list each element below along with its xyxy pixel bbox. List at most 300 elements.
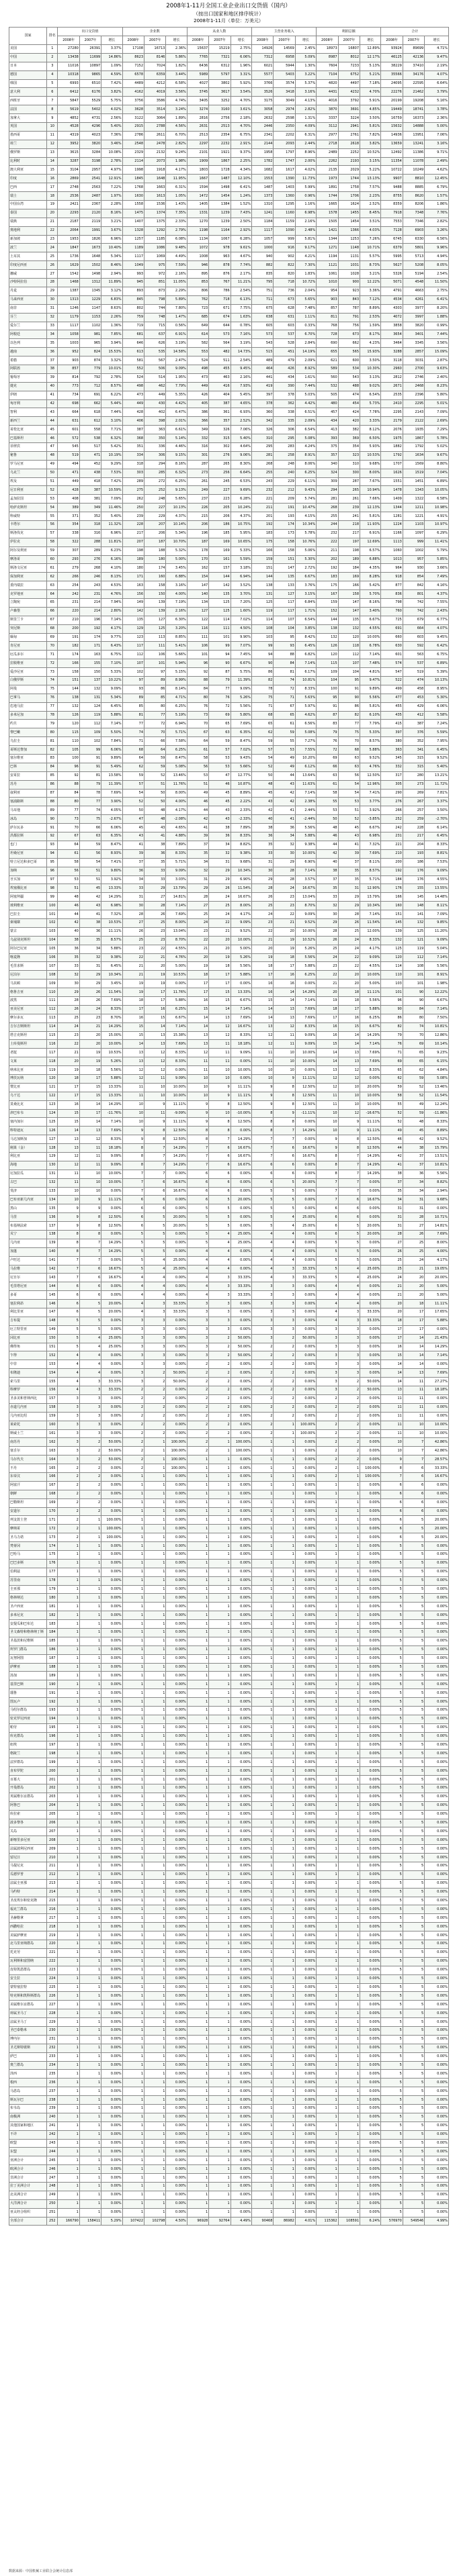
cell-value: 6.45% xyxy=(425,746,449,755)
cell-value: 222 xyxy=(317,538,338,546)
cell-value: 191 xyxy=(58,633,79,642)
table-row xyxy=(9,365,449,373)
cell-value: 8.33% xyxy=(166,1057,187,1066)
cell-value: 1 xyxy=(338,1793,360,1801)
cell-value: 1 xyxy=(79,1603,101,1611)
cell-value: 196 xyxy=(187,529,208,538)
cell-value: 5 xyxy=(403,1767,424,1776)
cell-country: 韩国 xyxy=(9,79,47,88)
table-row xyxy=(9,1161,449,1170)
cell-value: 1 xyxy=(209,1870,231,1879)
cell-value: 12 xyxy=(58,1161,79,1170)
table-row xyxy=(9,460,449,469)
cell-value: 17 xyxy=(58,1083,79,1092)
cell-value: 46 xyxy=(58,902,79,910)
cell-value: 480 xyxy=(317,399,338,408)
cell-value: 261 xyxy=(338,495,360,504)
cell-rank: 203 xyxy=(47,1793,58,1801)
cell-value: 1 xyxy=(252,1732,274,1741)
cell-value: 7604 xyxy=(317,62,338,70)
cell-value: 6.23% xyxy=(101,546,122,555)
cell-value: 10 xyxy=(317,1127,338,1135)
cell-value: 1 xyxy=(274,1905,295,1914)
cell-country: 波多黎各 xyxy=(9,1819,47,1827)
cell-value: 1 xyxy=(317,1845,338,1854)
cell-value: 506 xyxy=(144,365,166,373)
cell-value: 10.34% xyxy=(101,971,122,980)
cell-country: 布隆迪 xyxy=(9,1369,47,1378)
cell-rank: 33 xyxy=(47,322,58,330)
cell-value: 5 xyxy=(381,1620,403,1629)
cell-country: 意大利 xyxy=(9,88,47,97)
cell-value: 1 xyxy=(209,2001,231,2009)
cell-value: 1360 xyxy=(274,192,295,201)
table-row xyxy=(9,1897,449,1905)
cell-value: 11.93% xyxy=(360,520,381,529)
table-row xyxy=(9,616,449,624)
cell-value: 14.48% xyxy=(425,893,449,902)
cell-value: 2869 xyxy=(58,175,79,183)
cell-rank: 183 xyxy=(47,1620,58,1629)
cell-value: 287 xyxy=(187,460,208,469)
cell-value: 5 xyxy=(381,1568,403,1576)
cell-value: 4.46% xyxy=(166,442,187,451)
cell-value: 1 xyxy=(144,1645,166,1654)
cell-value: 0.00% xyxy=(231,1472,251,1481)
cell-value: 1 xyxy=(338,1611,360,1620)
cell-value: 712 xyxy=(79,382,101,391)
cell-value: 1 xyxy=(317,1585,338,1594)
cell-value: 0.00% xyxy=(166,1723,187,1732)
cell-value: 7.81% xyxy=(425,789,449,798)
cell-value: 1 xyxy=(58,1715,79,1723)
cell-value: 0.00% xyxy=(295,1066,316,1075)
table-row xyxy=(9,642,449,651)
cell-value: 84 xyxy=(403,1005,424,1014)
cell-value: 93 xyxy=(274,642,295,651)
cell-value: 0.00% xyxy=(425,1854,449,1862)
cell-value: 2718 xyxy=(317,140,338,148)
cell-value: 44 xyxy=(317,841,338,849)
cell-value: 1 xyxy=(209,1603,231,1611)
cell-value: 4.59% xyxy=(101,70,122,79)
cell-value: 6 xyxy=(122,1196,144,1204)
cell-value: 13241 xyxy=(403,140,424,148)
cell-value: 3 xyxy=(209,1282,231,1291)
cell-value: 1 xyxy=(252,1854,274,1862)
table-row xyxy=(9,910,449,919)
cell-value: 20199 xyxy=(381,97,403,105)
cell-value: 387 xyxy=(122,426,144,434)
cell-value: 0.00% xyxy=(166,1750,187,1758)
cell-rank: 228 xyxy=(47,2009,58,2018)
cell-value: 0.00% xyxy=(166,1325,187,1334)
cell-value: 0.00% xyxy=(360,1776,381,1784)
cell-value: 0.00% xyxy=(231,1317,251,1325)
cell-value: 4072 xyxy=(381,313,403,322)
cell-value: 1 xyxy=(187,1992,208,2001)
cell-value: 3.45% xyxy=(101,980,122,988)
cell-country: 奥兰群岛 xyxy=(9,2061,47,2070)
cell-value: 0.00% xyxy=(166,1715,187,1723)
cell-value: 6.45% xyxy=(425,832,449,841)
table-row xyxy=(9,1966,449,1974)
cell-value: 4.15% xyxy=(295,512,316,521)
cell-value: 1 xyxy=(144,1507,166,1516)
cell-rank: 52 xyxy=(47,486,58,495)
cell-value: 0.00% xyxy=(425,1680,449,1689)
cell-country: 列支敦士登 xyxy=(9,1516,47,1525)
cell-value: 0.00% xyxy=(425,2044,449,2052)
cell-value: 1 xyxy=(122,1854,144,1862)
cell-value: 0.00% xyxy=(360,1767,381,1776)
cell-value: 7.49% xyxy=(425,573,449,581)
cell-value: 227 xyxy=(144,504,166,512)
cell-value: 7.36% xyxy=(101,131,122,140)
cell-value: 16 xyxy=(252,988,274,997)
cell-country: 密克罗尼西亚 xyxy=(9,1715,47,1723)
cell-value: 7.24% xyxy=(425,720,449,728)
cell-value: 1 xyxy=(252,1923,274,1931)
cell-value: 6.58% xyxy=(166,79,187,88)
cell-value: 0.00% xyxy=(295,1300,316,1308)
cell-value: 0.00% xyxy=(101,1498,122,1507)
cell-value: 14.29% xyxy=(425,1343,449,1351)
cell-value: 3.85% xyxy=(295,624,316,633)
cell-value: 18741 xyxy=(403,105,424,114)
cell-value: 1 xyxy=(58,1948,79,1957)
cell-value: 1 xyxy=(144,1793,166,1801)
cell-value: 1 xyxy=(338,1672,360,1680)
cell-value: 751 xyxy=(252,287,274,295)
cell-value: 7.14% xyxy=(360,1040,381,1049)
cell-value: 3.92% xyxy=(101,875,122,884)
cell-rank: 11 xyxy=(47,131,58,140)
cell-value: 631 xyxy=(58,417,79,426)
cell-value: 242 xyxy=(58,590,79,599)
cell-value: 5 xyxy=(381,1663,403,1672)
cell-value: 1 xyxy=(252,1620,274,1629)
cell-value: 6.67% xyxy=(425,996,449,1005)
cell-value: 1 xyxy=(252,2044,274,2052)
cell-value: 1 xyxy=(274,1689,295,1698)
cell-value: 10 xyxy=(403,1429,424,1438)
cell-value: 1049 xyxy=(122,261,144,270)
cell-value: 342 xyxy=(252,417,274,426)
cell-value: 113 xyxy=(144,633,166,642)
cell-rank: 73 xyxy=(47,668,58,677)
cell-value: 1198 xyxy=(187,226,208,235)
cell-rank: 206 xyxy=(47,1819,58,1827)
cell-value: 15.09% xyxy=(425,348,449,356)
cell-value: 12.77% xyxy=(231,771,251,780)
cell-value: 1121 xyxy=(317,261,338,270)
cell-country: 阿塞拜疆 xyxy=(9,893,47,902)
cell-value: 1 xyxy=(317,1905,338,1914)
cell-value: 12 xyxy=(252,1040,274,1049)
cell-value: 4 xyxy=(338,1265,360,1274)
cell-value: 0.00% xyxy=(101,1620,122,1629)
cell-value: 3 xyxy=(58,1412,79,1421)
cell-value: 61 xyxy=(317,780,338,789)
cell-value: 186 xyxy=(403,858,424,867)
cell-value: 6 xyxy=(252,1170,274,1178)
cell-rank: 53 xyxy=(47,495,58,504)
cell-value: 5 xyxy=(381,1819,403,1827)
cell-value: 1958 xyxy=(252,148,274,157)
cell-value: 0.00% xyxy=(360,1568,381,1576)
cell-country: 瓦利斯和富图纳 xyxy=(9,1957,47,1966)
cell-value: 159 xyxy=(317,599,338,608)
cell-value: 0.00% xyxy=(295,1992,316,2001)
cell-value: 5.58% xyxy=(425,711,449,720)
cell-value: 16 xyxy=(122,1014,144,1022)
cell-value: 9.43% xyxy=(231,755,251,763)
cell-value: 9.09% xyxy=(166,867,187,875)
cell-value: 33.33% xyxy=(101,1378,122,1386)
cell-value: 2631 xyxy=(187,123,208,132)
cell-value: 6 xyxy=(317,1204,338,1213)
cell-value: 245 xyxy=(209,477,231,486)
cell-value: 0.00% xyxy=(295,1914,316,1923)
cell-value: 5 xyxy=(403,1793,424,1801)
cell-country: 巴巴多斯 xyxy=(9,1559,47,1568)
cell-value: 29 xyxy=(209,875,231,884)
cell-value: 1744 xyxy=(317,192,338,201)
cell-value: 1 xyxy=(209,1663,231,1672)
cell-country: 乌拉圭 xyxy=(9,737,47,746)
cell-value: 0.00% xyxy=(101,1870,122,1879)
cell-value: 2 xyxy=(274,1386,295,1395)
cell-value: 95 xyxy=(317,694,338,702)
cell-value: 1 xyxy=(187,1594,208,1603)
cell-value: 457 xyxy=(317,408,338,417)
cell-value: 1 xyxy=(79,1620,101,1629)
cell-value: 1.47% xyxy=(166,313,187,322)
header-country: 国家 xyxy=(9,28,47,45)
cell-value: 1 xyxy=(209,1845,231,1854)
cell-value: 5 xyxy=(209,1204,231,1213)
cell-value: 1 xyxy=(209,1914,231,1923)
cell-value: 258 xyxy=(274,451,295,460)
cell-value: 1 xyxy=(317,1966,338,1974)
cell-value: 5.32% xyxy=(166,546,187,555)
cell-value: 4852 xyxy=(58,114,79,123)
cell-value: 1 xyxy=(122,2009,144,2018)
cell-value: 3 xyxy=(209,1300,231,1308)
cell-value: 1147 xyxy=(79,304,101,313)
cell-value: 3118 xyxy=(381,356,403,365)
cell-rank: 118 xyxy=(47,1057,58,1066)
table-row xyxy=(9,720,449,728)
cell-value: 138 xyxy=(252,581,274,590)
cell-value: 69 xyxy=(381,1057,403,1066)
cell-value: 0.00% xyxy=(360,1611,381,1620)
cell-value: 10318 xyxy=(58,70,79,79)
cell-value: 62 xyxy=(403,1066,424,1075)
cell-country: 科威特 xyxy=(9,512,47,521)
cell-value: 6.90% xyxy=(231,875,251,884)
cell-value: 2.82% xyxy=(166,140,187,148)
cell-value: 0.00% xyxy=(360,1403,381,1412)
cell-value: 1 xyxy=(274,1879,295,1888)
cell-value: 1918 xyxy=(144,166,166,175)
cell-value: 1117 xyxy=(252,226,274,235)
cell-value: 0.00% xyxy=(101,1231,122,1239)
cell-value: 1 xyxy=(317,1940,338,1949)
table-row xyxy=(9,1801,449,1810)
cell-value: 276 xyxy=(79,555,101,564)
cell-value: 6 xyxy=(252,1178,274,1187)
cell-value: 0.00% xyxy=(295,2070,316,2079)
cell-value: 2761 xyxy=(338,131,360,140)
cell-value: 14936 xyxy=(381,131,403,140)
cell-value: 139 xyxy=(144,599,166,608)
cell-value: 102 xyxy=(79,737,101,746)
cell-value: 43 xyxy=(274,780,295,789)
header-sub: 2008年 xyxy=(317,36,338,45)
cell-rank: 177 xyxy=(47,1568,58,1576)
cell-rank: 119 xyxy=(47,1066,58,1075)
cell-value: 5 xyxy=(58,1317,79,1325)
cell-value: 40 xyxy=(317,858,338,867)
cell-value: 112 xyxy=(338,651,360,659)
cell-country: 斐济 xyxy=(9,1187,47,1196)
cell-value: 41 xyxy=(187,824,208,832)
cell-value: 1 xyxy=(144,1438,166,1447)
cell-value: 25.00% xyxy=(166,1265,187,1274)
header-sub: 2007年 xyxy=(144,36,166,45)
cell-value: 4.76% xyxy=(360,763,381,771)
cell-value: 285 xyxy=(144,469,166,477)
cell-value: 4 xyxy=(187,1291,208,1300)
cell-value: 517 xyxy=(79,442,101,451)
cell-value: 6.30% xyxy=(166,616,187,624)
cell-value: 10.34% xyxy=(360,902,381,910)
cell-value: 100.00% xyxy=(231,1438,251,1447)
cell-value: 7.14% xyxy=(231,1005,251,1014)
cell-value: 10.00% xyxy=(101,1040,122,1049)
cell-value: 0.00% xyxy=(101,1559,122,1568)
cell-value: 50.00% xyxy=(231,1334,251,1343)
cell-value: 1617 xyxy=(274,166,295,175)
cell-value: 4.64% xyxy=(231,442,251,451)
cell-rank: 67 xyxy=(47,616,58,624)
cell-value: 0.00% xyxy=(231,1732,251,1741)
cell-value: 6.88% xyxy=(360,555,381,564)
cell-value: 0.00% xyxy=(101,2018,122,2027)
cell-rank: 169 xyxy=(47,1498,58,1507)
cell-value: 0.00% xyxy=(231,1394,251,1403)
table-row xyxy=(9,1239,449,1247)
cell-value: 1 xyxy=(209,1585,231,1594)
cell-value: 5 xyxy=(381,1923,403,1931)
cell-value: 252 xyxy=(144,486,166,495)
cell-value: 45 xyxy=(209,798,231,806)
cell-value: 0.00% xyxy=(295,1723,316,1732)
cell-value: 1 xyxy=(79,1957,101,1966)
cell-value: 3.51% xyxy=(360,218,381,226)
cell-value: 360 xyxy=(252,408,274,417)
cell-value: 16.67% xyxy=(295,1153,316,1161)
cell-value: 9 xyxy=(338,1118,360,1127)
cell-value: 2700 xyxy=(403,365,424,373)
cell-value: 1 xyxy=(144,1801,166,1810)
cell-value: 0.00% xyxy=(231,1222,251,1231)
cell-value: 3.52% xyxy=(231,581,251,590)
cell-value: 9.67% xyxy=(425,451,449,460)
cell-value: 1 xyxy=(338,1810,360,1819)
cell-value: 9.69% xyxy=(231,486,251,495)
cell-value: 1 xyxy=(317,1654,338,1663)
cell-value: 0.00% xyxy=(101,1645,122,1654)
cell-country: 埃及 xyxy=(9,477,47,486)
cell-value: 5 xyxy=(252,1222,274,1231)
cell-value: 6359 xyxy=(144,70,166,79)
cell-value: 1 xyxy=(338,1637,360,1645)
cell-value: 0.00% xyxy=(360,1784,381,1793)
cell-value: 1 xyxy=(187,1628,208,1637)
cell-value: 1 xyxy=(187,1948,208,1957)
cell-value: 2816 xyxy=(187,114,208,123)
cell-value: 0.00% xyxy=(425,1637,449,1645)
cell-value: 9.52% xyxy=(231,927,251,936)
cell-value: 5.44% xyxy=(101,399,122,408)
cell-value: 1 xyxy=(317,1758,338,1767)
cell-value: 0.00% xyxy=(231,1888,251,1897)
cell-value: 5 xyxy=(381,1974,403,1983)
cell-value: 1 xyxy=(79,1680,101,1689)
cell-value: 7.84% xyxy=(101,737,122,746)
cell-value: 15 xyxy=(187,1005,208,1014)
cell-value: 1 xyxy=(209,1637,231,1645)
cell-value: 1 xyxy=(252,2009,274,2018)
cell-value: 5 xyxy=(381,1836,403,1845)
cell-value: 206 xyxy=(187,520,208,529)
cell-value: 11 xyxy=(122,1083,144,1092)
cell-value: 50.00% xyxy=(101,1447,122,1456)
cell-value: 406 xyxy=(122,417,144,426)
cell-value: 1 xyxy=(274,1784,295,1793)
cell-value: 3 xyxy=(274,1300,295,1308)
cell-value: 8.99% xyxy=(166,677,187,685)
cell-value: 0.00% xyxy=(295,1317,316,1325)
cell-value: 792 xyxy=(79,373,101,382)
cell-value: 53 xyxy=(209,755,231,763)
cell-value: 1 xyxy=(252,1776,274,1784)
cell-value: 0.00% xyxy=(231,1620,251,1629)
cell-country: 图瓦卢 xyxy=(9,1698,47,1707)
cell-value: 1 xyxy=(274,1732,295,1741)
cell-rank: 74 xyxy=(47,677,58,685)
cell-country: 伯利兹 xyxy=(9,1568,47,1576)
cell-value: 16807 xyxy=(338,45,360,54)
table-row xyxy=(9,1741,449,1750)
cell-value: 0.00% xyxy=(231,1914,251,1923)
cell-rank: 130 xyxy=(47,1161,58,1170)
cell-value: 1160 xyxy=(274,209,295,218)
cell-value: 1 xyxy=(252,1603,274,1611)
cell-value: 5 xyxy=(144,1247,166,1256)
cell-rank: 223 xyxy=(47,1966,58,1974)
cell-value: 5.21% xyxy=(360,70,381,79)
cell-value: 7.44% xyxy=(101,408,122,417)
cell-value: 11.21% xyxy=(231,279,251,287)
cell-value: 7.45% xyxy=(231,651,251,659)
cell-value: 0.00% xyxy=(231,1836,251,1845)
cell-value: 2 xyxy=(187,1429,208,1438)
table-row xyxy=(9,1153,449,1161)
